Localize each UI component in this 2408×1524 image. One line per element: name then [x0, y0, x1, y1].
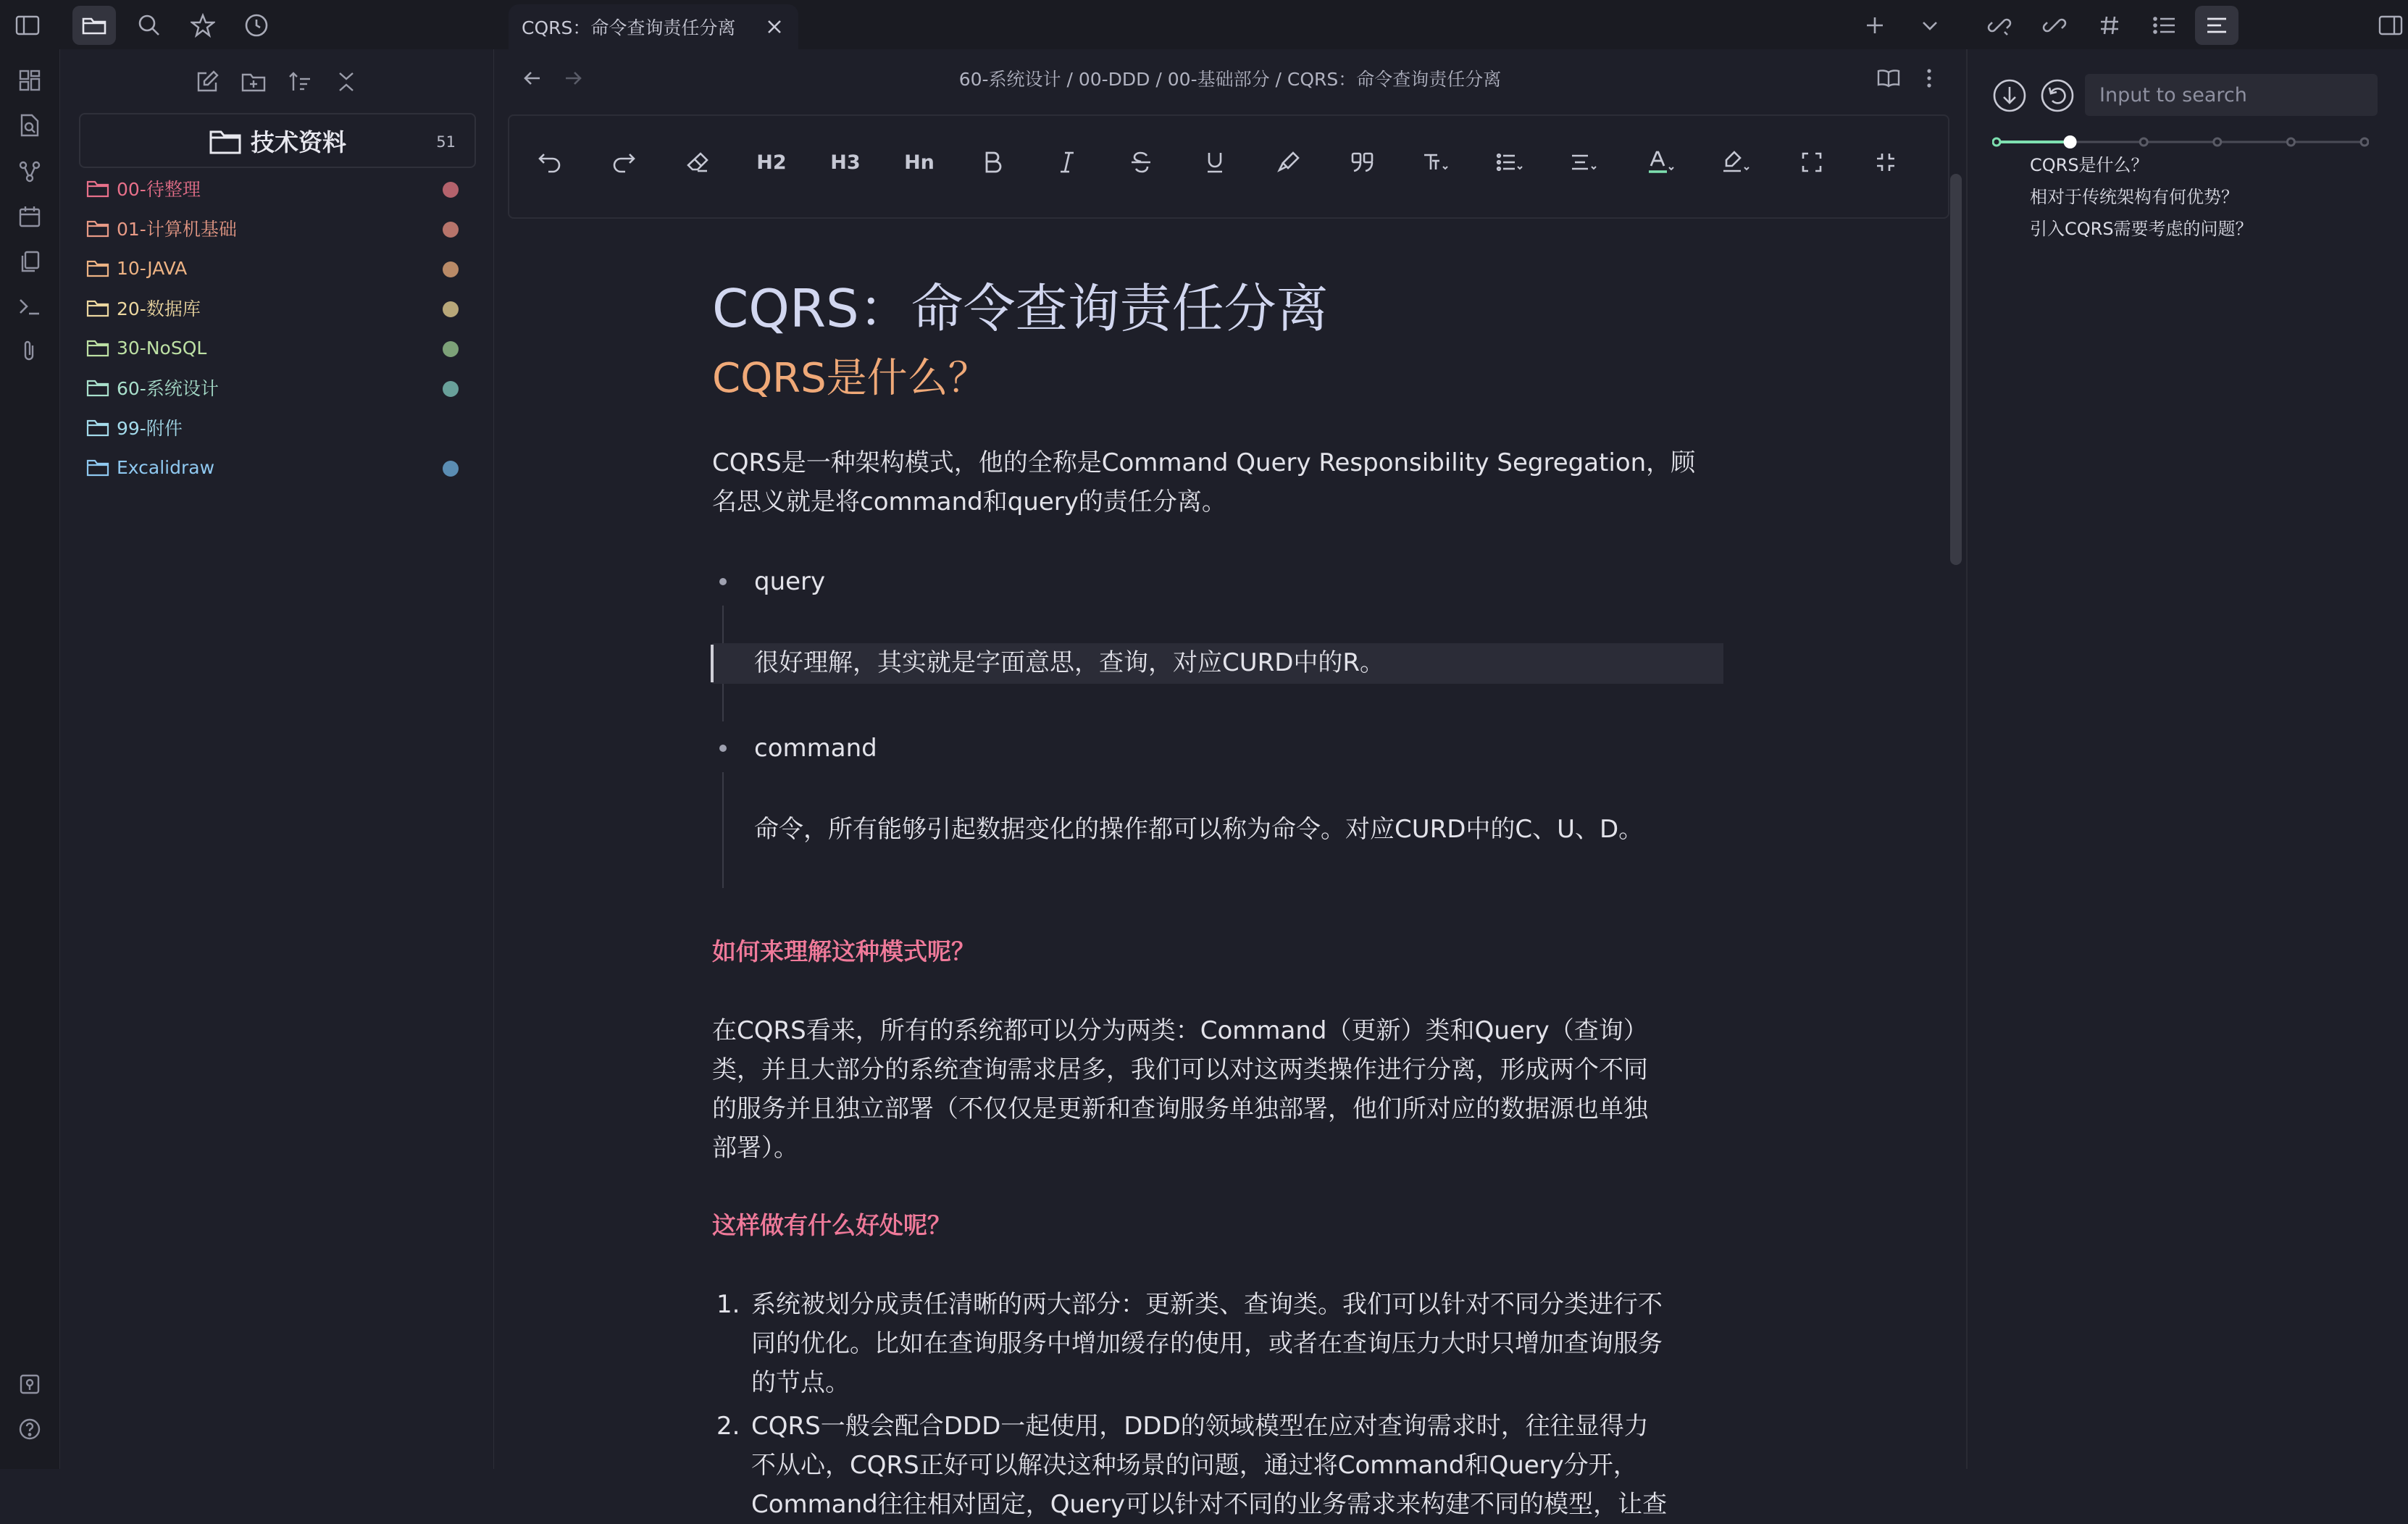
close-icon[interactable] [762, 14, 787, 39]
sort-icon[interactable] [283, 65, 317, 99]
bullet-query: query [754, 567, 826, 596]
folder-label: 01-计算机基础 [117, 219, 237, 240]
indent-guide [722, 772, 724, 888]
file-explorer-toolbar [60, 49, 495, 114]
fullscreen-icon[interactable] [1790, 141, 1834, 184]
heading-how-to-understand: 如何来理解这种模式呢？ [712, 937, 975, 966]
file-explorer [59, 49, 494, 1469]
highlight-color-icon[interactable] [1715, 141, 1758, 184]
heading-what-is-cqrs: CQRS是什么？ [712, 355, 989, 402]
heading-level-slider[interactable] [1992, 133, 2369, 151]
vault-folder-icon [209, 126, 242, 155]
folder-item[interactable] [86, 409, 477, 446]
folder-icon [86, 218, 109, 238]
folder-color-dot [443, 381, 459, 397]
para2-line-2: 类，并且大部分的系统查询需求居多，我们可以对这两类操作进行分离，形成两个不同 [712, 1055, 1648, 1084]
folder-color-dot [443, 341, 459, 357]
list-line: Command往往相对固定，Query可以针对不同的业务需求来构建不同的模型，让查 [751, 1490, 1668, 1519]
align-dropdown-icon[interactable] [1563, 141, 1606, 184]
folder-icon [86, 377, 109, 398]
folder-label: 30-NoSQL [117, 337, 207, 359]
italic-icon[interactable] [1045, 141, 1089, 184]
reading-view-book-icon[interactable] [1874, 64, 1903, 93]
bookmark-star-icon[interactable] [181, 6, 225, 45]
vault-switcher-icon[interactable] [12, 1366, 48, 1402]
list-line: 系统被划分成责任清晰的两大部分：更新类、查询类。我们可以针对不同分类进行不 [751, 1290, 1663, 1319]
folder-item[interactable] [86, 209, 477, 247]
vault-name: 技术资料 [251, 127, 346, 156]
folder-icon [86, 338, 109, 358]
sidebar-toggle-icon[interactable] [6, 6, 49, 45]
para2-line-1: 在CQRS看来，所有的系统都可以分为两类：Command（更新）类和Query（查询） [712, 1016, 1648, 1045]
outgoing-links-icon[interactable] [2033, 6, 2076, 45]
tab-active-note[interactable] [509, 4, 798, 49]
folder-icon [86, 417, 109, 437]
outline-item[interactable]: 引入CQRS需要考虑的问题？ [2030, 219, 2253, 239]
search-icon[interactable] [127, 6, 171, 45]
folder-item[interactable] [86, 289, 477, 327]
list-icon[interactable] [2143, 6, 2186, 45]
folder-item[interactable] [86, 448, 477, 486]
folder-label: 99-附件 [117, 418, 183, 439]
list-line: CQRS一般会配合DDD一起使用，DDD的领域模型在应对查询需求时，往往显得力 [751, 1412, 1649, 1441]
breadcrumb[interactable]: 60-系统设计 / 00-DDD / 00-基础部分 / CQRS：命令查询责任分离 [958, 69, 1502, 90]
formatting-toolbar [508, 114, 1949, 219]
highlight-pen-icon[interactable] [1267, 141, 1310, 184]
exit-fullscreen-icon[interactable] [1864, 141, 1907, 184]
folder-color-dot [443, 222, 459, 238]
slider-tick[interactable] [1993, 138, 2000, 146]
folder-item[interactable] [86, 329, 477, 367]
folder-item[interactable] [86, 249, 477, 287]
folder-label: 00-待整理 [117, 179, 201, 200]
collapse-all-icon[interactable] [330, 65, 363, 99]
list-number: 2. [716, 1412, 740, 1441]
tab-title: CQRS：命令查询责任分离 [522, 17, 736, 38]
folder-icon [86, 298, 109, 318]
new-tab-icon[interactable] [1853, 6, 1897, 45]
bullet-marker [719, 578, 727, 585]
more-options-icon[interactable] [1915, 64, 1944, 93]
list-number: 1. [716, 1290, 740, 1319]
folder-item[interactable] [86, 169, 477, 207]
command-description: 命令，所有能够引起数据变化的操作都可以称为命令。对应CURD中的C、U、D。 [754, 815, 1644, 844]
outline-jump-down-icon[interactable] [1989, 75, 2030, 116]
slider-tick[interactable] [2214, 138, 2221, 146]
underline-icon[interactable] [1193, 141, 1237, 184]
outline-pane [1966, 49, 2408, 1469]
query-description: 很好理解，其实就是字面意思，查询，对应CURD中的R。 [754, 648, 1385, 677]
folder-color-dot [443, 301, 459, 317]
list-line: 不从心，CQRS正好可以解决这种场景的问题，通过将Command和Query分开， [751, 1451, 1638, 1480]
strikethrough-icon[interactable] [1119, 141, 1163, 184]
vault-header[interactable] [79, 113, 476, 168]
bold-icon[interactable] [971, 141, 1015, 184]
undo-icon[interactable] [528, 141, 572, 184]
folder-icon [86, 258, 109, 278]
open-quick-switcher-icon[interactable] [12, 107, 48, 143]
outline-search-input[interactable] [2085, 74, 2378, 116]
title-bar [0, 0, 2408, 49]
list-line: 的节点。 [751, 1368, 850, 1397]
note-title: CQRS：命令查询责任分离 [712, 278, 1329, 339]
quote-icon[interactable] [1341, 141, 1384, 184]
text-cursor [711, 645, 714, 682]
list-line: 同的优化。比如在查询服务中增加缓存的使用，或者在查询压力大时只增加查询服务 [751, 1329, 1663, 1358]
folder-color-dot [443, 461, 459, 477]
calendar-icon[interactable] [12, 198, 48, 235]
file-explorer-icon[interactable] [72, 6, 116, 45]
left-ribbon [0, 49, 59, 1469]
chevron-down-icon[interactable] [1908, 6, 1952, 45]
folder-color-dot [443, 182, 459, 198]
new-note-icon[interactable] [191, 65, 224, 99]
terminal-icon[interactable] [12, 288, 48, 325]
dashboard-icon[interactable] [12, 62, 48, 99]
heading-2-button[interactable]: H2 [756, 151, 787, 174]
eraser-icon[interactable] [676, 141, 719, 184]
right-sidebar-toggle-icon[interactable] [2369, 6, 2408, 45]
folder-icon [86, 457, 109, 477]
folder-label: Excalidraw [117, 456, 215, 478]
folder-icon [86, 178, 109, 198]
bullet-marker [719, 745, 727, 752]
slider-handle[interactable] [2064, 135, 2077, 148]
heading-3-button[interactable]: H3 [830, 151, 861, 174]
outline-item[interactable]: 相对于传统架构有何优势？ [2030, 187, 2238, 207]
editor-scrollbar[interactable] [1950, 174, 1962, 565]
folder-color-dot [443, 261, 459, 277]
outline-icon[interactable] [2195, 6, 2238, 45]
intro-line-2: 名思义就是将command和query的责任分离。 [712, 487, 1226, 516]
outline-item[interactable]: CQRS是什么？ [2030, 155, 2149, 175]
copy-pages-icon[interactable] [12, 243, 48, 280]
bullet-command: command [754, 734, 877, 763]
vault-count: 51 [436, 133, 456, 151]
folder-label: 10-JAVA [117, 257, 188, 279]
editor-pane [495, 49, 1965, 1519]
para2-line-3: 的服务并且独立部署（不仅仅是更新和查询服务单独部署，他们所对应的数据源也单独 [712, 1094, 1648, 1123]
text-format-icon[interactable] [1415, 141, 1458, 184]
tags-hash-icon[interactable] [2088, 6, 2131, 45]
folder-label: 60-系统设计 [117, 378, 219, 399]
folder-label: 20-数据库 [117, 298, 201, 319]
outline-refresh-icon[interactable] [2037, 75, 2078, 116]
help-icon[interactable] [12, 1411, 48, 1447]
font-color-icon[interactable] [1639, 141, 1683, 184]
slider-tick[interactable] [2140, 138, 2147, 146]
list-dropdown-icon[interactable] [1489, 141, 1532, 184]
slider-tick[interactable] [2287, 138, 2294, 146]
backlinks-icon[interactable] [1978, 6, 2021, 45]
recent-clock-icon[interactable] [235, 6, 278, 45]
new-folder-icon[interactable] [237, 65, 270, 99]
slider-tick[interactable] [2361, 138, 2368, 146]
intro-line-1: CQRS是一种架构模式，他的全称是Command Query Responsibility Segregation，顾 [712, 448, 1696, 477]
heading-n-button[interactable]: Hn [904, 151, 935, 174]
heading-benefits: 这样做有什么好处呢？ [712, 1211, 951, 1239]
paperclip-icon[interactable] [12, 333, 48, 369]
para2-line-4: 部署）。 [712, 1134, 798, 1163]
folder-item[interactable] [86, 369, 477, 406]
redo-icon[interactable] [602, 141, 645, 184]
graph-view-icon[interactable] [12, 154, 48, 190]
